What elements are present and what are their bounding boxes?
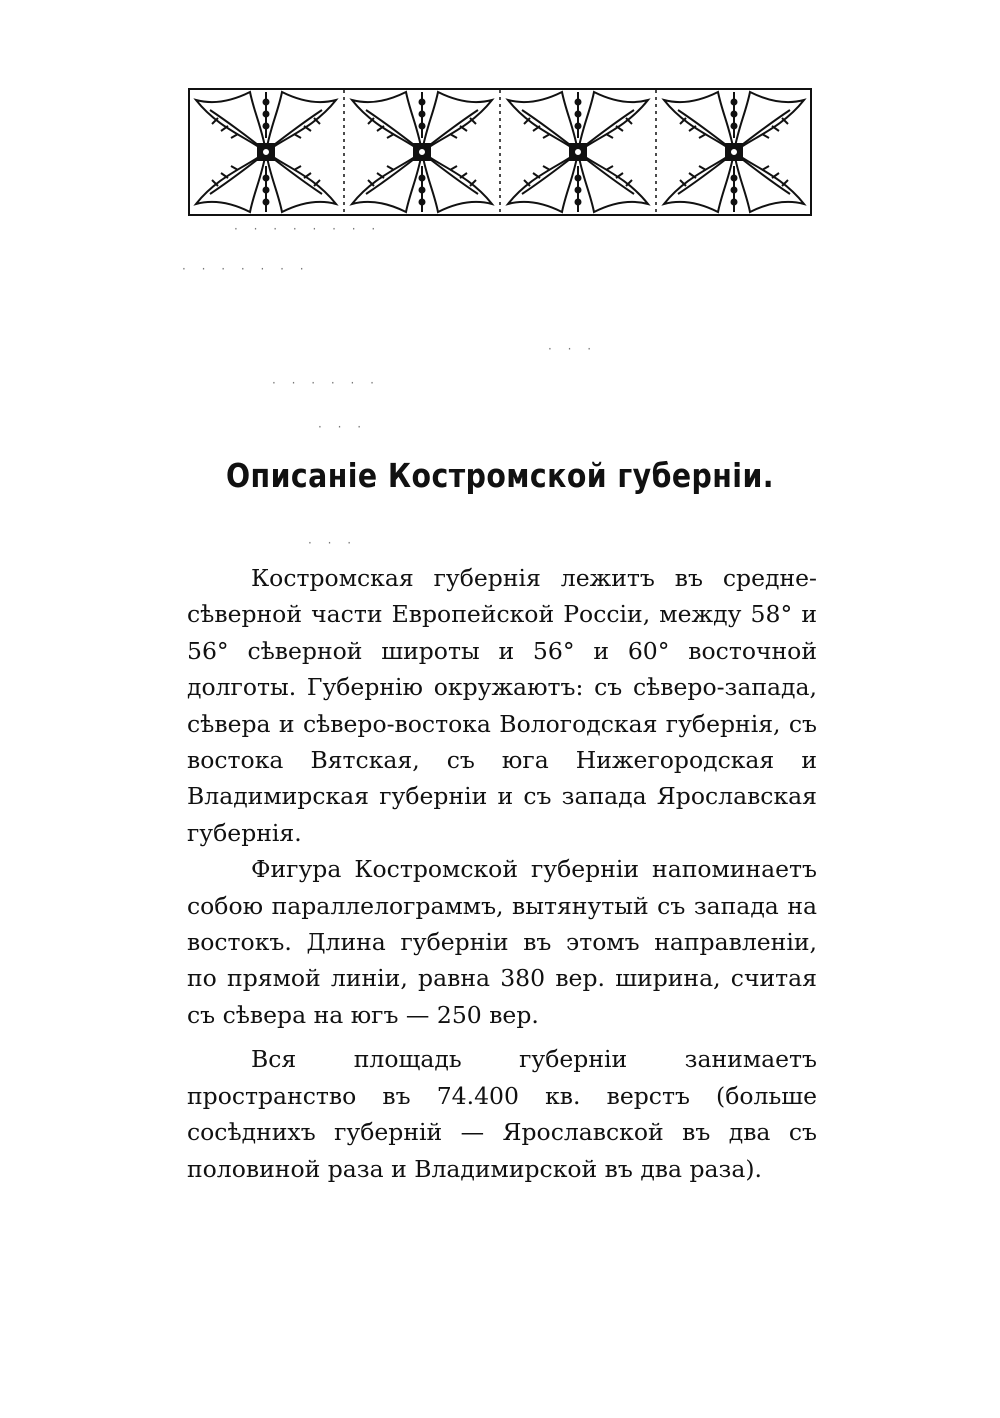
decorative-ornament-banner [188,88,812,216]
paragraph: Костромская губернія лежитъ въ средне-сѣверной части Европейской Россіи, между 58° и 56° сѣверной широты и 56° и 60° восточной долготы. Губернію окружаютъ: съ сѣверо-запада, сѣвера и сѣверо-востока Вологодская губернія, съ востока Вятская, съ юга Нижегородская и Владимирская губерніи и съ запада Ярославская губернія. [187,564,817,847]
page-title: Описаніе Костромской губерніи. [225,456,774,495]
print-speck: · · · [318,420,368,434]
print-speck: · · · · · · · · [234,222,382,236]
print-speck: · · · · · · [272,376,380,390]
leaf-ornament-icon [188,88,812,216]
body-text [187,560,817,1187]
print-speck: · · · [548,342,598,356]
paragraph: Вся площадь губерніи занимаетъ пространство въ 74.400 кв. верстъ (больше сосѣднихъ губерній — Ярославской въ два съ половиной раза и Владимирской въ два раза). [187,1045,817,1183]
print-speck: · · · [308,536,358,550]
paragraph: Фигура Костромской губерніи напоминаетъ собою параллелограммъ, вытянутый съ запада на востокъ. Длина губерніи въ этомъ направленіи, по прямой линіи, равна 380 вер. ширина, считая съ сѣвера на югъ — 250 вер. [187,855,817,1029]
print-speck: · · · · · · · [182,262,310,276]
